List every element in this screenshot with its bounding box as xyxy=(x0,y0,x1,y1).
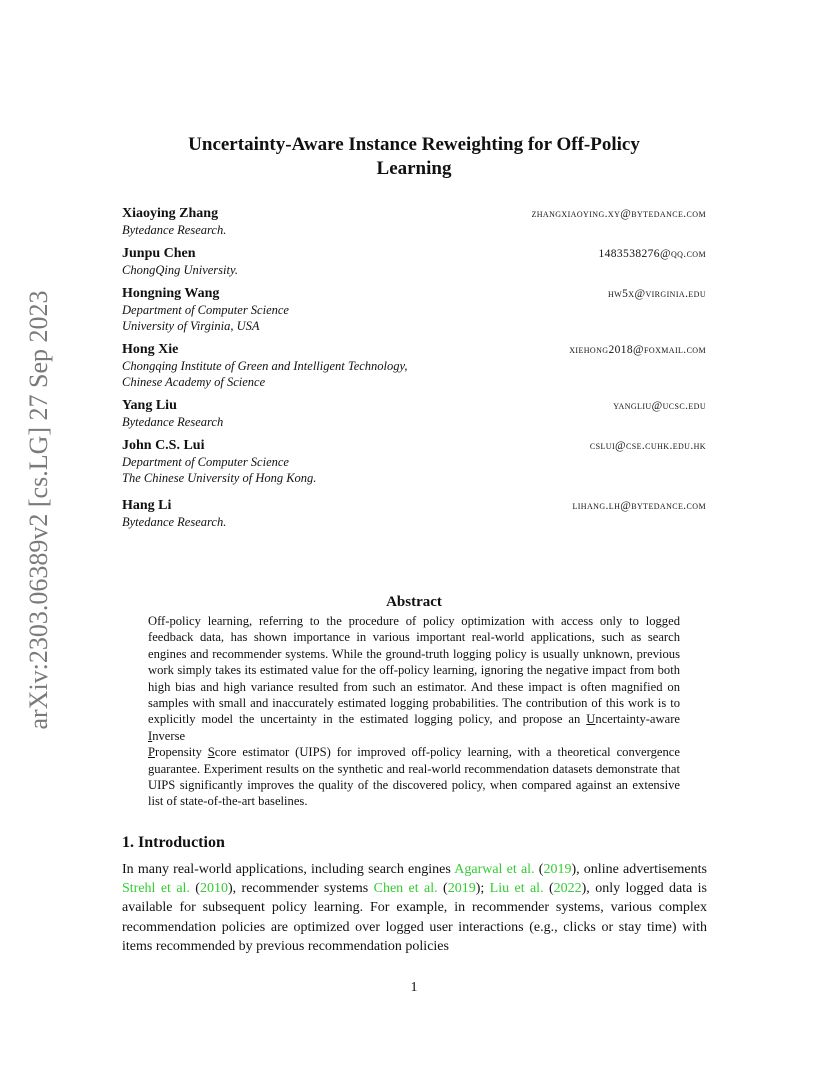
author-name: John C.S. Lui xyxy=(122,438,205,453)
title-line-2: Learning xyxy=(376,158,452,179)
citation-link[interactable]: Strehl et al. xyxy=(122,881,190,897)
section-heading-introduction: 1. Introduction xyxy=(122,834,225,851)
page-number: 1 xyxy=(410,980,418,995)
arxiv-sidebar-stamp xyxy=(24,290,54,730)
author-affiliation: Department of Computer Science xyxy=(122,455,289,469)
author-affiliation: Chongqing Institute of Green and Intelligent Technology, xyxy=(122,359,408,373)
citation-year-link[interactable]: 2022 xyxy=(553,881,582,897)
introduction-text xyxy=(122,860,707,956)
author-name: Hang Li xyxy=(122,498,172,513)
abstract-text-part: core estimator (UIPS) for improved off-policy learning, with a theoretical convergence guarantee. Experiment results on the synthetic and real-world recommendation datasets demonstrate that UIPS significantly improves the quality of the discovered policy, when compared against an extensive list of state-of-the-art baselines. xyxy=(148,745,680,809)
author-email[interactable]: 1483538276@qq.com xyxy=(598,248,706,260)
citation-year-link[interactable]: 2019 xyxy=(447,881,476,897)
acronym-letter: I xyxy=(148,728,153,743)
intro-text-part: ( xyxy=(437,881,448,897)
author-block xyxy=(122,398,706,430)
author-affiliation: Chinese Academy of Science xyxy=(122,375,266,389)
author-name: Hongning Wang xyxy=(122,286,220,301)
citation-link[interactable]: Chen et al. xyxy=(373,881,438,897)
author-block xyxy=(122,342,706,390)
author-block xyxy=(122,498,706,530)
abstract-heading: Abstract xyxy=(386,594,442,610)
author-block xyxy=(122,438,706,486)
author-affiliation: The Chinese University of Hong Kong. xyxy=(122,471,317,485)
intro-text-part: ( xyxy=(534,862,544,877)
author-email[interactable]: hw5x@virginia.edu xyxy=(608,288,706,300)
acronym-letter: S xyxy=(207,745,215,760)
author-name: Xiaoying Zhang xyxy=(122,206,219,221)
author-name: Junpu Chen xyxy=(122,246,196,261)
acronym-letter: P xyxy=(148,745,156,760)
abstract-text-part: ropensity xyxy=(155,745,208,760)
citation-link[interactable]: Agarwal et al. xyxy=(454,862,535,877)
intro-text-part: In many real-world applications, including search engines xyxy=(122,862,455,877)
intro-text-part: ), online advertisements xyxy=(571,862,707,877)
abstract-text xyxy=(148,613,680,810)
abstract-text-part: ncertainty-aware xyxy=(595,712,680,727)
author-email[interactable]: cslui@cse.cuhk.edu.hk xyxy=(589,440,706,452)
intro-text-part: ); xyxy=(475,881,490,897)
author-affiliation: Bytedance Research. xyxy=(122,223,227,237)
intro-text-part: ( xyxy=(189,881,200,897)
author-affiliation: ChongQing University. xyxy=(122,263,238,277)
citation-year-link[interactable]: 2010 xyxy=(199,881,228,897)
abstract-text-part: Off-policy learning, referring to the procedure of policy optimization with access only to logged feedback data, has shown importance in various important real-world applications, such as search engines and recommender systems. While the ground-truth logging policy is usually unknown, previous work simply takes its estimated value for the off-policy learning, ignoring the negative impact from both high bias and high variance resulted from such an estimator. And these impact is often magnified on samples with small and inaccurately estimated logging probabilities. The contribution of this work is to explicitly model the uncertainty in the estimated logging policy, and propose an xyxy=(148,614,680,727)
author-block xyxy=(122,246,706,278)
citation-year-link[interactable]: 2019 xyxy=(543,862,572,877)
intro-text-part: ), recommender systems xyxy=(227,881,374,897)
author-block xyxy=(122,286,706,334)
author-affiliation: Bytedance Research. xyxy=(122,515,227,529)
author-email[interactable]: xiehong2018@foxmail.com xyxy=(569,344,706,356)
author-affiliation: University of Virginia, USA xyxy=(122,319,260,333)
author-email[interactable]: lihang.lh@bytedance.com xyxy=(572,500,706,512)
author-block xyxy=(122,206,706,238)
arxiv-identifier: arXiv:2303.06389v2 [cs.LG] 27 Sep 2023 xyxy=(24,290,53,730)
author-affiliation: Department of Computer Science xyxy=(122,303,289,317)
title-line-1: Uncertainty-Aware Instance Reweighting for Off-Policy xyxy=(188,134,640,155)
author-name: Hong Xie xyxy=(122,342,179,357)
author-email[interactable]: zhangxiaoying.xy@bytedance.com xyxy=(531,208,706,220)
paper-title xyxy=(122,133,706,181)
intro-text-part: ( xyxy=(543,881,554,897)
author-affiliation: Bytedance Research xyxy=(122,415,224,429)
acronym-letter: U xyxy=(586,712,596,727)
citation-link[interactable]: Liu et al. xyxy=(489,881,544,897)
intro-text-part: ), only logged data is available for subsequent policy learning. For example, in recommender systems, various complex recommendation policies are optimized over logged user interactions (e.g., clicks or stay time) with items recommended by previous recommendation policies xyxy=(122,881,707,954)
author-email[interactable]: yangliu@ucsc.edu xyxy=(613,400,706,412)
abstract-text-part: nverse xyxy=(152,728,186,743)
author-name: Yang Liu xyxy=(122,398,177,413)
